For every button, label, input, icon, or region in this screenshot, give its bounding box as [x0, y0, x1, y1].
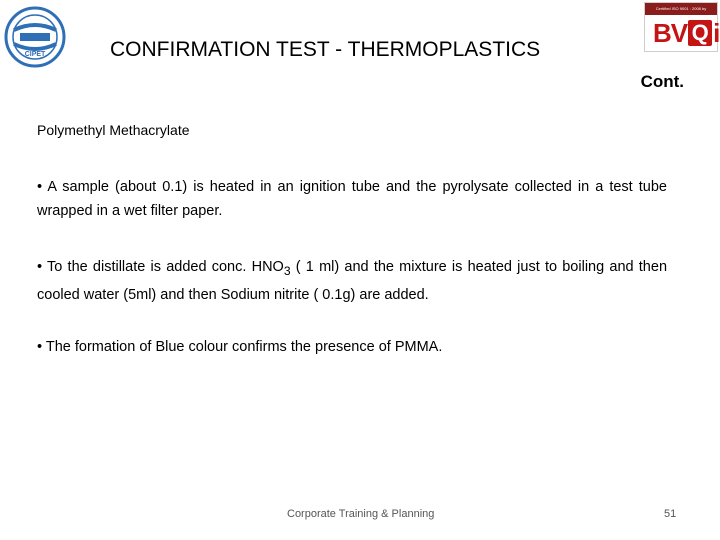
bullet-2-subscript: 3: [283, 263, 291, 278]
bullet-2: [37, 255, 667, 307]
bvqi-brand-box: Q: [688, 20, 712, 46]
bullet-2-after: ( 1 ml) and the mixture is heated just to boiling and then cooled water (5ml) and then Sodium nitrite ( 0.1g) are added.: [37, 259, 668, 303]
bullet-3: • The formation of Blue colour confirms the presence of PMMA.: [37, 339, 443, 355]
bvqi-brand: [653, 18, 719, 48]
cipet-logo-text: CIPET: [24, 51, 46, 58]
bvqi-brand-text: BV: [653, 18, 688, 48]
continued-label: Cont.: [640, 72, 684, 91]
bvqi-cert-text: Certified ISO 9001 : 2008 by: [645, 3, 717, 15]
page-number: 51: [664, 508, 677, 520]
bullet-1: • A sample (about 0.1) is heated in an ignition tube and the pyrolysate collected in a test tube wrapped in a wet filter paper.: [37, 179, 667, 219]
slide-title: CONFIRMATION TEST - THERMOPLASTICS: [110, 38, 541, 61]
cipet-logo: [4, 6, 66, 68]
footer-text: Corporate Training & Planning: [287, 508, 435, 520]
bullet-2-before: • To the distillate is added conc. HNO: [37, 259, 284, 275]
section-subtitle: Polymethyl Methacrylate: [37, 122, 190, 138]
bvqi-logo: [644, 2, 718, 52]
bvqi-brand-i: i: [713, 18, 720, 48]
